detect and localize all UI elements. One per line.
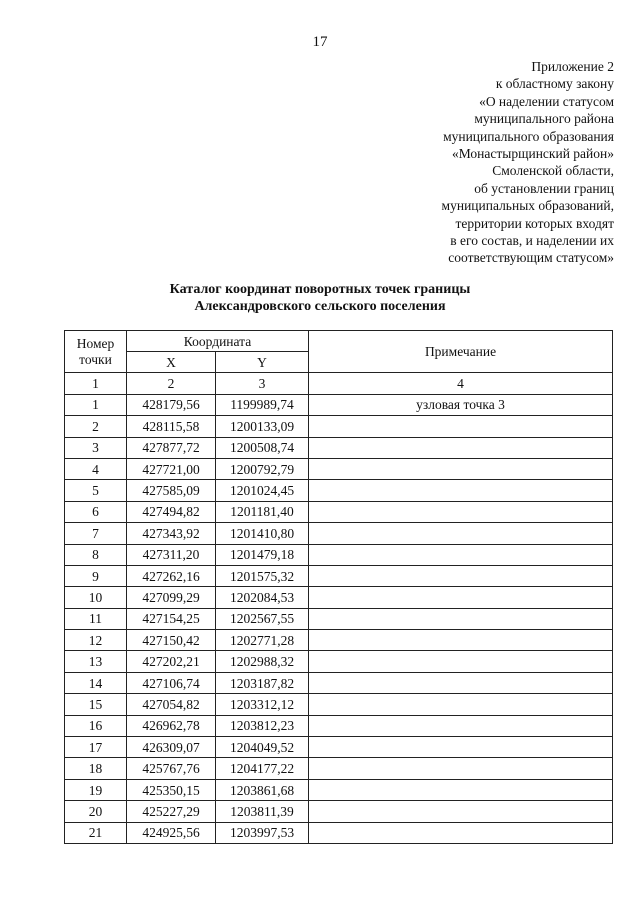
note-cell	[309, 437, 613, 458]
table-row	[65, 480, 613, 501]
y-coordinate-cell: 1201410,80	[216, 523, 309, 544]
y-coordinate-cell: 1199989,74	[216, 394, 309, 415]
x-coordinate-cell: 427106,74	[127, 672, 216, 693]
x-coordinate-cell: 427150,42	[127, 630, 216, 651]
x-coordinate-cell: 424925,56	[127, 822, 216, 843]
y-coordinate-cell: 1204049,52	[216, 737, 309, 758]
table-row	[65, 501, 613, 522]
y-coordinate-cell: 1203187,82	[216, 672, 309, 693]
table-header-row	[65, 331, 613, 352]
column-number-row	[65, 373, 613, 394]
x-coordinate-cell: 427877,72	[127, 437, 216, 458]
point-number-cell: 19	[65, 779, 127, 800]
y-coordinate-cell: 1200133,09	[216, 416, 309, 437]
point-number-cell: 20	[65, 801, 127, 822]
note-cell	[309, 630, 613, 651]
note-cell	[309, 651, 613, 672]
appendix-line: «О наделении статусом	[479, 93, 614, 109]
point-number-cell: 16	[65, 715, 127, 736]
note-cell	[309, 416, 613, 437]
y-coordinate-cell: 1204177,22	[216, 758, 309, 779]
table-row	[65, 715, 613, 736]
point-number-cell: 7	[65, 523, 127, 544]
note-cell	[309, 480, 613, 501]
table-row	[65, 651, 613, 672]
point-number-cell: 9	[65, 565, 127, 586]
x-coordinate-cell: 428115,58	[127, 416, 216, 437]
appendix-line: соответствующим статусом»	[448, 250, 614, 266]
header-point-number: Номер точки	[65, 331, 127, 373]
appendix-line: к областному закону	[495, 76, 614, 92]
appendix-line: об установлении границ	[474, 180, 614, 196]
x-coordinate-cell: 427262,16	[127, 565, 216, 586]
appendix-line: Смоленской области,	[492, 163, 614, 179]
table-row	[65, 394, 613, 415]
point-number-cell: 18	[65, 758, 127, 779]
point-number-cell: 13	[65, 651, 127, 672]
y-coordinate-cell: 1203812,23	[216, 715, 309, 736]
note-cell	[309, 737, 613, 758]
appendix-line: муниципальных образований,	[441, 198, 614, 214]
appendix-line: Приложение 2	[531, 59, 614, 74]
table-row	[65, 608, 613, 629]
x-coordinate-cell: 427585,09	[127, 480, 216, 501]
appendix-line: «Монастырщинский район»	[451, 146, 614, 162]
y-coordinate-cell: 1201575,32	[216, 565, 309, 586]
column-number: 4	[309, 373, 613, 394]
table-row	[65, 565, 613, 586]
y-coordinate-cell: 1203997,53	[216, 822, 309, 843]
note-cell: узловая точка 3	[309, 394, 613, 415]
point-number-cell: 11	[65, 608, 127, 629]
point-number-cell: 5	[65, 480, 127, 501]
table-row	[65, 694, 613, 715]
note-cell	[309, 672, 613, 693]
point-number-cell: 21	[65, 822, 127, 843]
appendix-line: в его состав, и наделении их	[450, 233, 614, 249]
point-number-cell: 14	[65, 672, 127, 693]
x-coordinate-cell: 426309,07	[127, 737, 216, 758]
x-coordinate-cell: 427154,25	[127, 608, 216, 629]
note-cell	[309, 694, 613, 715]
table-row	[65, 458, 613, 479]
catalog-title	[0, 281, 640, 315]
point-number-cell: 15	[65, 694, 127, 715]
y-coordinate-cell: 1200508,74	[216, 437, 309, 458]
point-number-cell: 8	[65, 544, 127, 565]
y-coordinate-cell: 1203312,12	[216, 694, 309, 715]
column-number: 2	[127, 373, 216, 394]
note-cell	[309, 822, 613, 843]
x-coordinate-cell: 427343,92	[127, 523, 216, 544]
y-coordinate-cell: 1202084,53	[216, 587, 309, 608]
appendix-line: муниципального образования	[443, 128, 614, 144]
point-number-cell: 1	[65, 394, 127, 415]
point-number-cell: 17	[65, 737, 127, 758]
x-coordinate-cell: 427054,82	[127, 694, 216, 715]
table-row	[65, 672, 613, 693]
note-cell	[309, 523, 613, 544]
appendix-line: территории которых входят	[455, 215, 614, 231]
table-row	[65, 801, 613, 822]
y-coordinate-cell: 1202988,32	[216, 651, 309, 672]
table-row	[65, 587, 613, 608]
table-row	[65, 523, 613, 544]
y-coordinate-cell: 1202771,28	[216, 630, 309, 651]
y-coordinate-cell: 1201024,45	[216, 480, 309, 501]
x-coordinate-cell: 425350,15	[127, 779, 216, 800]
note-cell	[309, 779, 613, 800]
point-number-cell: 4	[65, 458, 127, 479]
table-row	[65, 737, 613, 758]
point-number-cell: 6	[65, 501, 127, 522]
note-cell	[309, 501, 613, 522]
y-coordinate-cell: 1201181,40	[216, 501, 309, 522]
y-coordinate-cell: 1200792,79	[216, 458, 309, 479]
table-row	[65, 416, 613, 437]
page-number: 17	[312, 34, 328, 50]
x-coordinate-cell: 425227,29	[127, 801, 216, 822]
y-coordinate-cell: 1201479,18	[216, 544, 309, 565]
table-row	[65, 630, 613, 651]
x-coordinate-cell: 428179,56	[127, 394, 216, 415]
header-note: Примечание	[309, 331, 613, 373]
x-coordinate-cell: 425767,76	[127, 758, 216, 779]
coordinates-table	[64, 330, 613, 844]
note-cell	[309, 758, 613, 779]
point-number-cell: 12	[65, 630, 127, 651]
appendix-header	[274, 58, 614, 267]
note-cell	[309, 715, 613, 736]
column-number: 3	[216, 373, 309, 394]
column-number: 1	[65, 373, 127, 394]
title-line: Каталог координат поворотных точек границы	[169, 282, 471, 297]
point-number-cell: 2	[65, 416, 127, 437]
header-x: X	[127, 352, 216, 373]
table-row	[65, 822, 613, 843]
note-cell	[309, 544, 613, 565]
appendix-line: муниципального района	[474, 111, 614, 127]
header-coordinate: Координата	[127, 331, 309, 352]
note-cell	[309, 801, 613, 822]
x-coordinate-cell: 427721,00	[127, 458, 216, 479]
table-row	[65, 779, 613, 800]
y-coordinate-cell: 1203861,68	[216, 779, 309, 800]
table-row	[65, 437, 613, 458]
x-coordinate-cell: 427099,29	[127, 587, 216, 608]
point-number-cell: 3	[65, 437, 127, 458]
header-y: Y	[216, 352, 309, 373]
note-cell	[309, 608, 613, 629]
note-cell	[309, 565, 613, 586]
y-coordinate-cell: 1202567,55	[216, 608, 309, 629]
table-row	[65, 758, 613, 779]
note-cell	[309, 587, 613, 608]
title-line: Александровского сельского поселения	[194, 299, 446, 314]
y-coordinate-cell: 1203811,39	[216, 801, 309, 822]
note-cell	[309, 458, 613, 479]
x-coordinate-cell: 427202,21	[127, 651, 216, 672]
x-coordinate-cell: 427311,20	[127, 544, 216, 565]
table-row	[65, 544, 613, 565]
point-number-cell: 10	[65, 587, 127, 608]
x-coordinate-cell: 426962,78	[127, 715, 216, 736]
x-coordinate-cell: 427494,82	[127, 501, 216, 522]
